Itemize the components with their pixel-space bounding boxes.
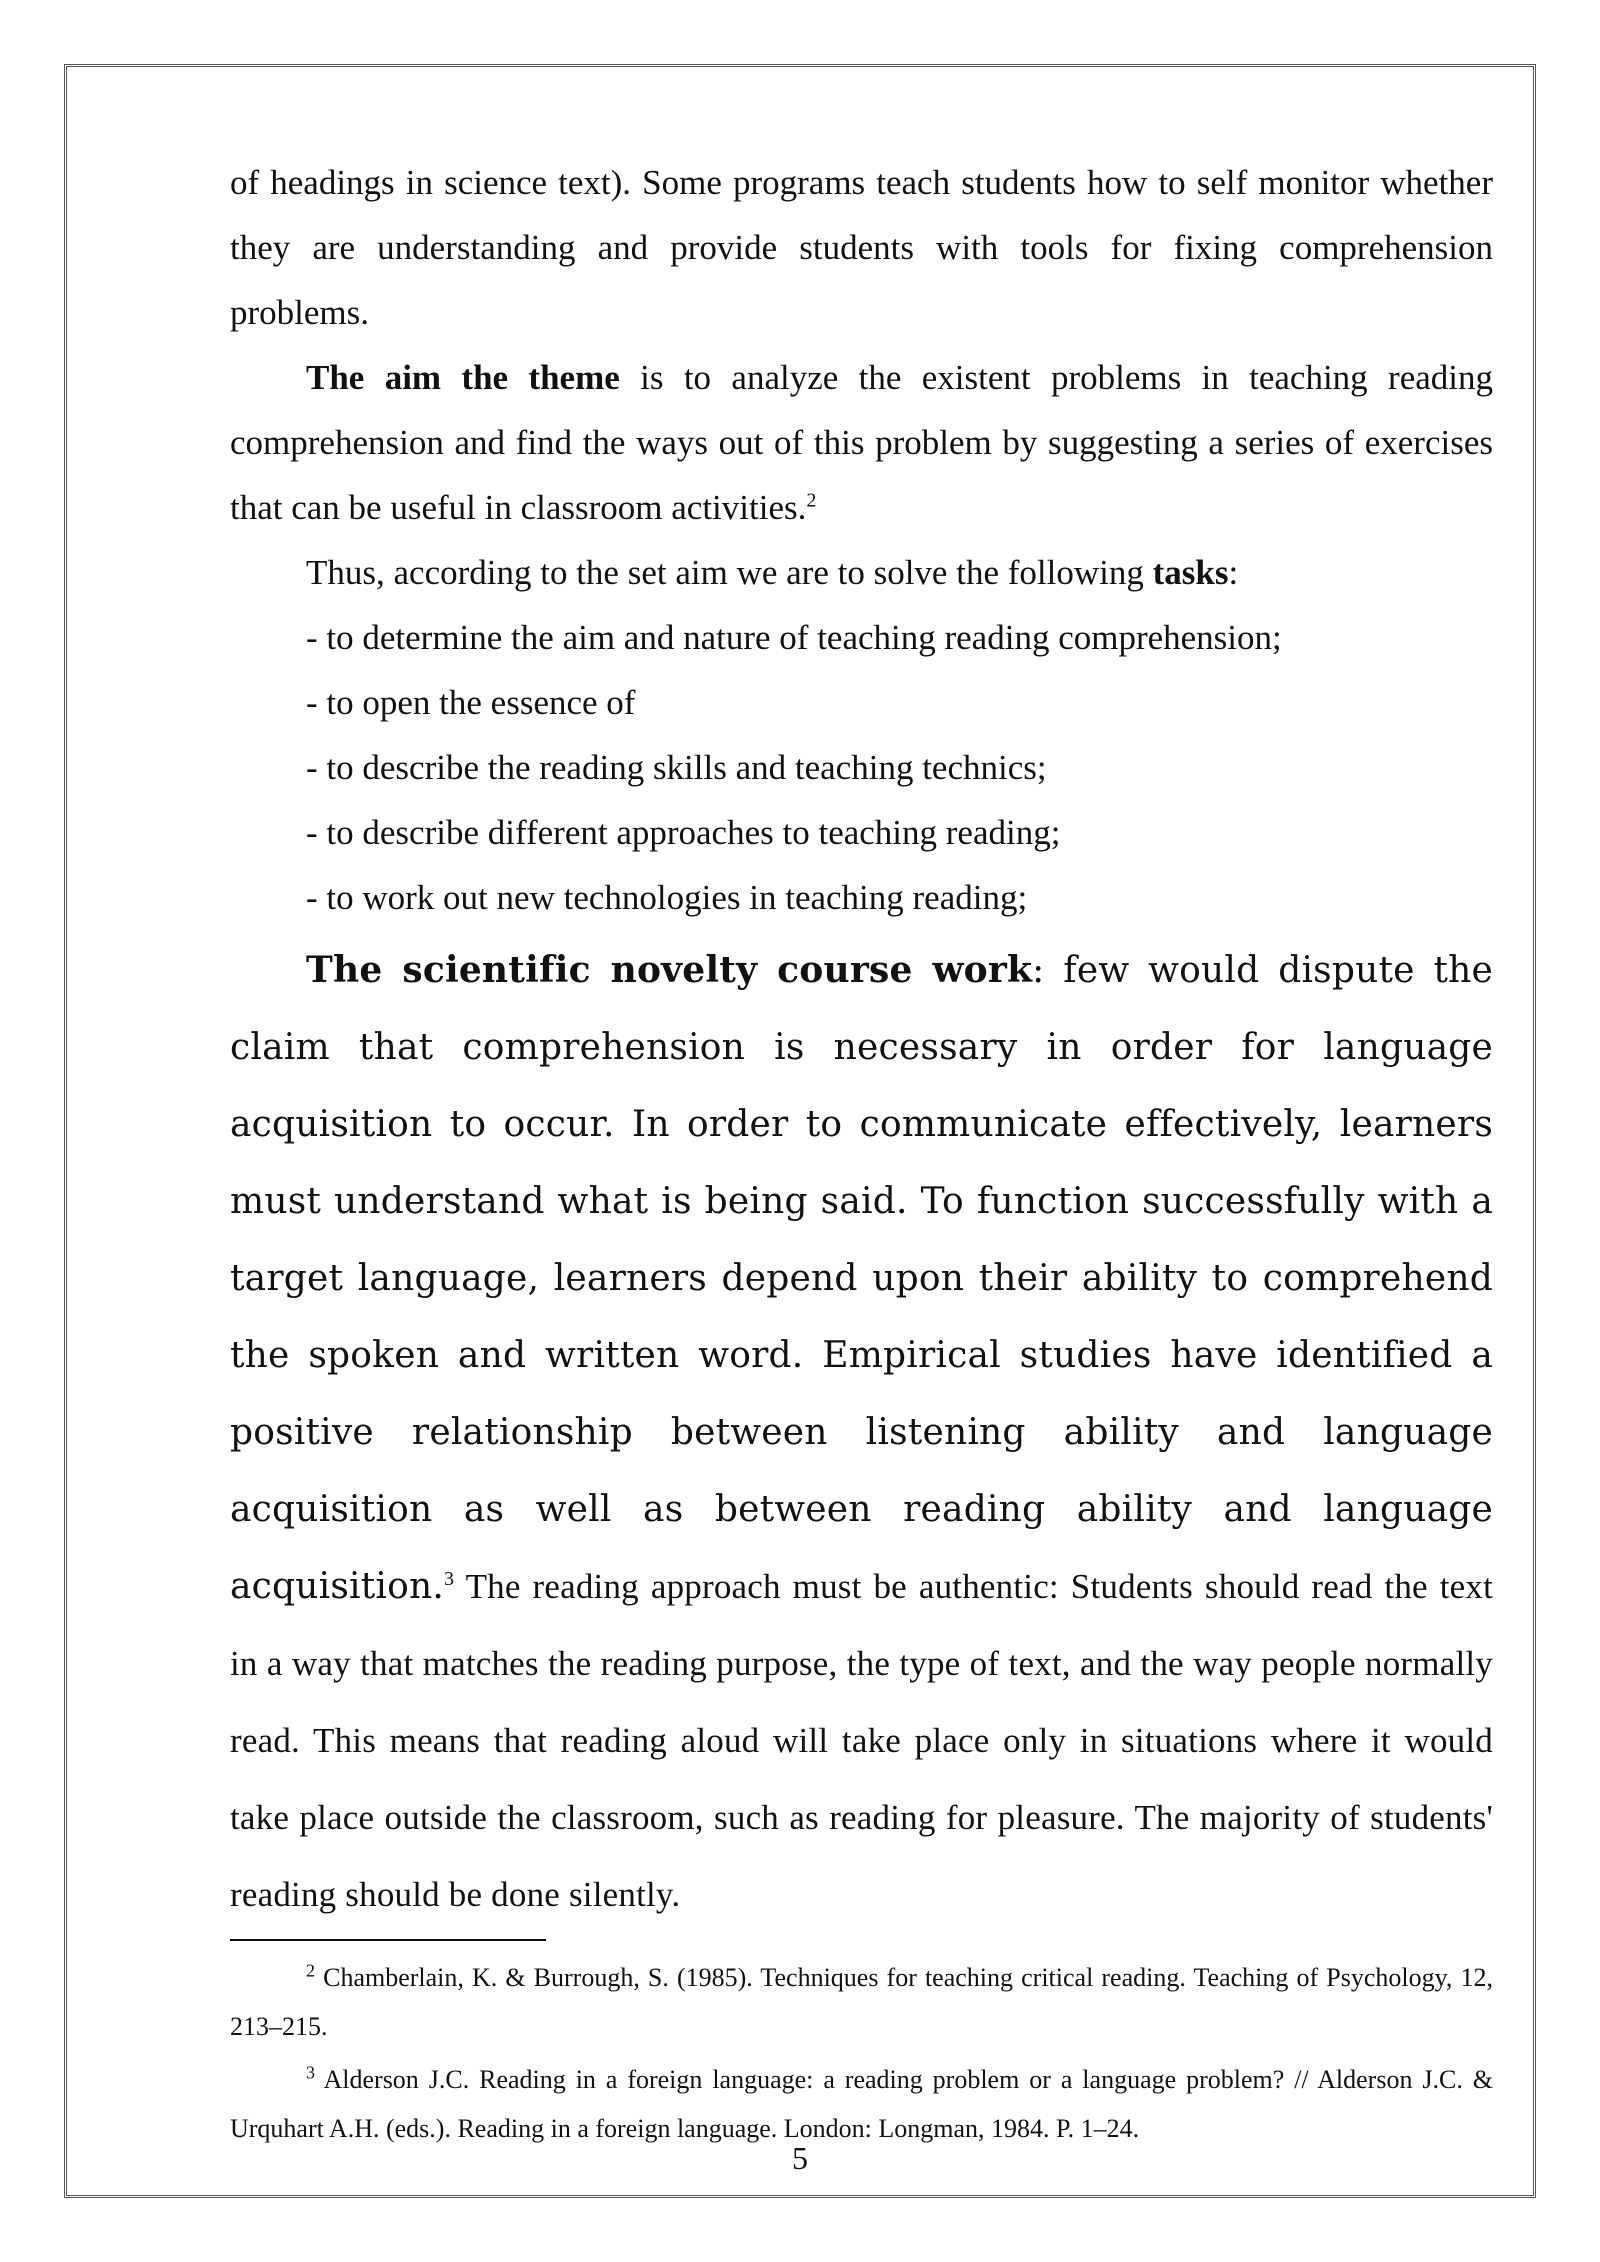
paragraph-novelty (230, 932, 1493, 1933)
task-item: - to describe different approaches to teaching reading; (306, 813, 1061, 852)
footnote-ref-2[interactable]: 2 (806, 489, 817, 512)
novelty-tail-text: The reading approach must be authentic: Students should read the text in a way that matches the reading purpose, the type of text, and the way people normally read. This means that reading aloud will take place only in situations where it would take place outside the classroom, such as reading for pleasure. The majority of students' reading should be done silently. (230, 1567, 1493, 1914)
footnote-number: 2 (306, 1960, 315, 1981)
task-item: - to determine the aim and nature of teaching reading comprehension; (306, 618, 1282, 657)
novelty-text: : few would dispute the claim that comprehension is necessary in order for language acquisition to occur. In order to communicate effectively, learners must understand what is being said. To function successfully with a target language, learners depend upon their ability to comprehend the spoken and written word. Empirical studies have identified a positive relationship between listening ability and language acquisition as well as between reading ability and language acquisition. (230, 950, 1493, 1607)
tasks-colon: : (1228, 553, 1239, 592)
footnote-text: Alderson J.C. Reading in a foreign language: a reading problem or a language problem? // Alderson J.C. & Urquhart A.H. (eds.). Reading in a foreign language. London: Longman, 1984. P. 1–24. (230, 2065, 1493, 2143)
tasks-intro-text: Thus, according to the set aim we are to solve the following (306, 553, 1153, 592)
aim-text: is to analyze the existent problems in teaching reading comprehension and find the ways out of this problem by suggesting a series of exercises that can be useful in classroom activities. (230, 358, 1493, 527)
tasks-heading: tasks (1152, 553, 1229, 592)
aim-heading: The aim the theme (306, 358, 620, 397)
paragraph-tasks-intro (230, 540, 1493, 605)
footnote-ref-3[interactable]: 3 (444, 1568, 455, 1590)
task-item: - to work out new technologies in teaching reading; (306, 878, 1028, 917)
footnote-number: 3 (306, 2062, 315, 2083)
footnote-2 (230, 1953, 1493, 2051)
paragraph-aim (230, 345, 1493, 540)
footnote-separator (230, 1939, 546, 1941)
paragraph-intro: of headings in science text). Some programs teach students how to self monitor whether they are understanding and provide students with tools for fixing comprehension problems. (230, 163, 1493, 332)
footnote-text: Chamberlain, K. & Burrough, S. (1985). Techniques for teaching critical reading. Teaching of Psychology, 12, 213–215. (230, 1963, 1493, 2041)
page-number: 5 (792, 2140, 808, 2176)
page-content (230, 150, 1493, 2153)
task-item: - to open the essence of (306, 683, 636, 722)
footnote-3 (230, 2055, 1493, 2153)
novelty-heading: The scientific novelty course work (306, 949, 1033, 991)
task-item: - to describe the reading skills and teaching technics; (306, 748, 1047, 787)
